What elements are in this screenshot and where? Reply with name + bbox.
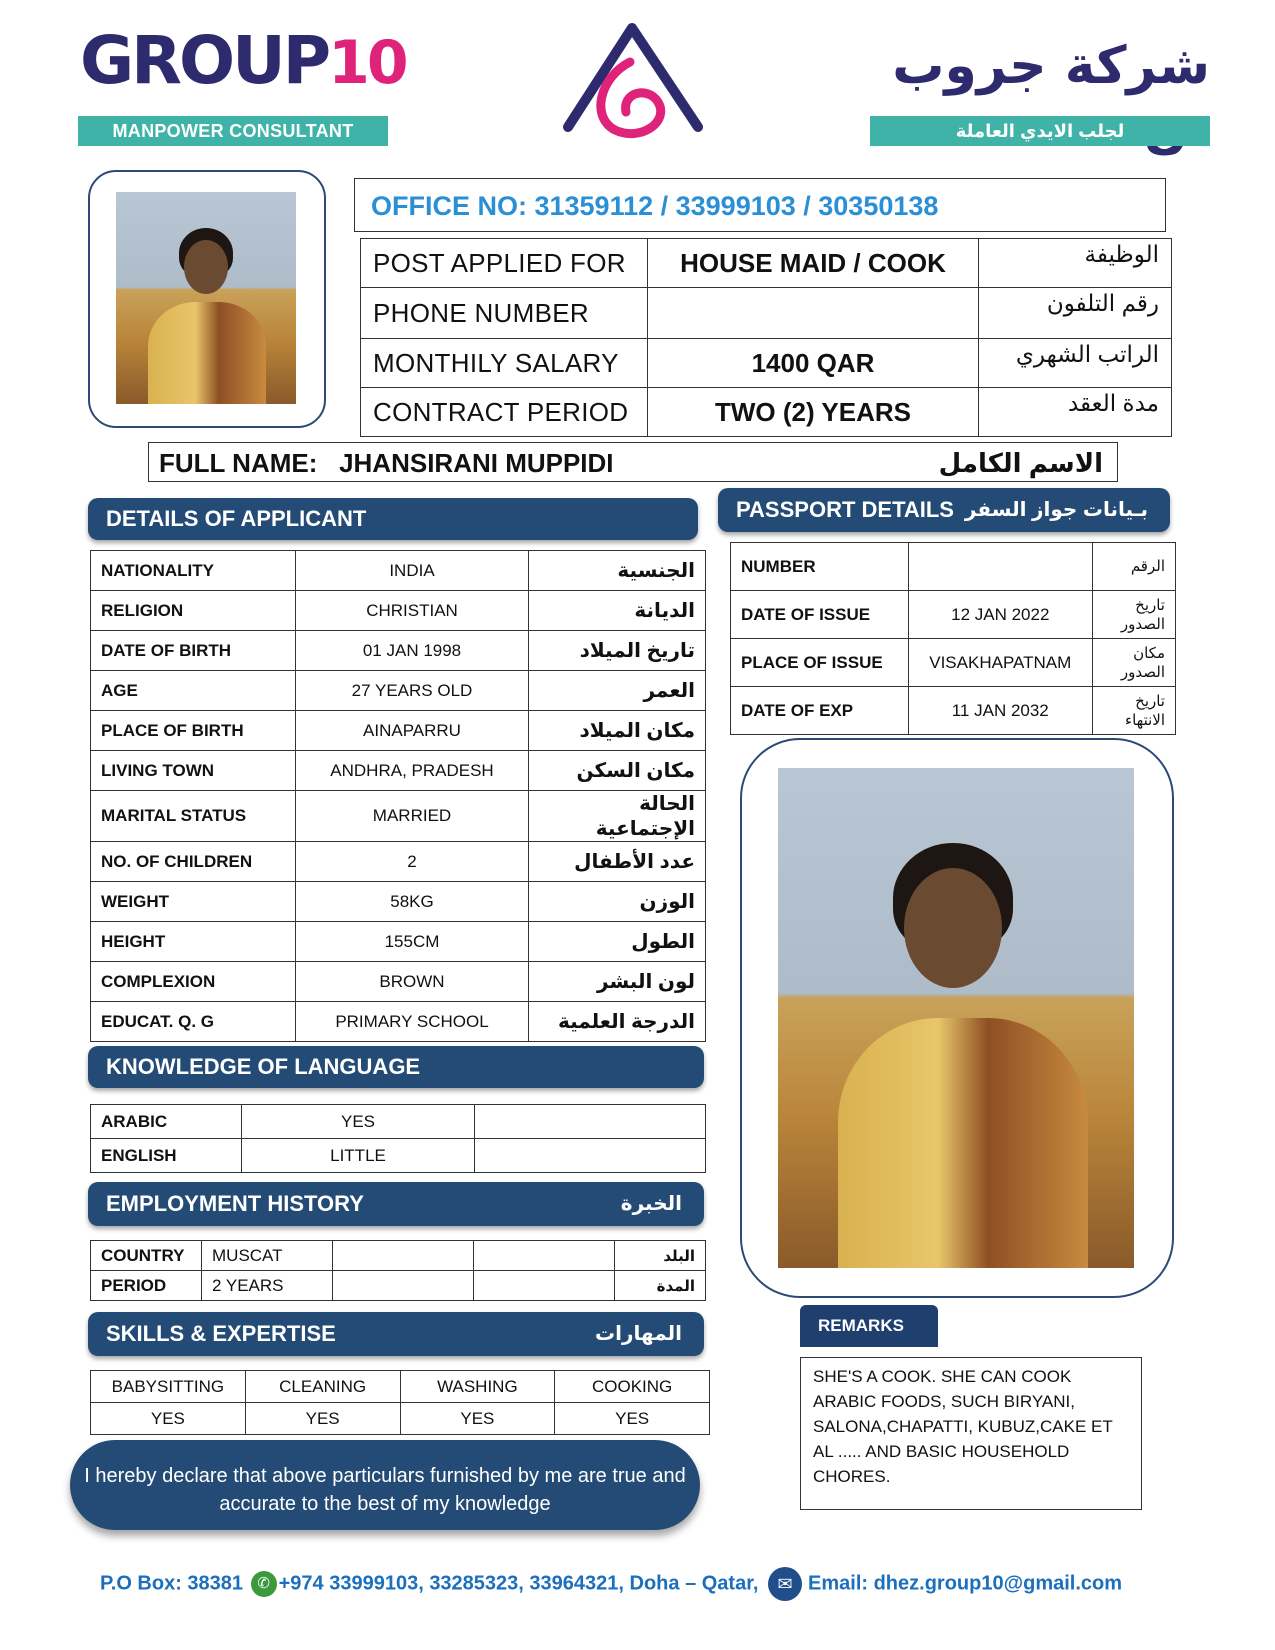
skill-name: CLEANING: [245, 1371, 400, 1403]
table-row: NUMBER الرقم: [731, 543, 1176, 591]
brand-tagline-arabic: لجلب الايدي العاملة: [870, 116, 1210, 146]
table-row: MARITAL STATUS MARRIED الحالة الإجتماعية: [91, 791, 706, 842]
full-name-value: JHANSIRANI MUPPIDI: [339, 448, 614, 478]
applicant-photo-small: [116, 192, 296, 404]
full-name-label-arabic: الاسم الكامل: [938, 448, 1103, 478]
whatsapp-icon: ✆: [251, 1571, 277, 1597]
skill-value: YES: [91, 1403, 246, 1435]
table-row: RELIGION CHRISTIAN الديانة: [91, 591, 706, 631]
skill-name: WASHING: [400, 1371, 555, 1403]
post-label-arabic: الوظيفة: [979, 239, 1172, 288]
brand-logo: GROUP10: [80, 22, 406, 99]
applicant-photo-frame-small: [88, 170, 326, 428]
table-row: [91, 1403, 710, 1435]
remarks-header: REMARKS: [800, 1305, 938, 1347]
salary-label-arabic: الراتب الشهري: [979, 339, 1172, 388]
table-row: EDUCAT. Q. G PRIMARY SCHOOL الدرجة العلمية: [91, 1002, 706, 1042]
passport-table: [730, 542, 1176, 735]
full-name-row: [148, 442, 1118, 482]
contract-label-arabic: مدة العقد: [979, 388, 1172, 437]
applicant-section-header: DETAILS OF APPLICANT: [88, 498, 698, 540]
employment-table: [90, 1240, 706, 1301]
table-row: HEIGHT 155CM الطول: [91, 922, 706, 962]
post-value: HOUSE MAID / COOK: [648, 239, 979, 288]
table-row: NO. OF CHILDREN 2 عدد الأطفال: [91, 842, 706, 882]
job-info-table: [360, 238, 1172, 437]
applicant-details-table: [90, 550, 706, 1042]
passport-section-header: PASSPORT DETAILS بـيانات جواز السفر: [718, 488, 1170, 532]
skill-value: YES: [245, 1403, 400, 1435]
phone-label-arabic: رقم التلفون: [979, 288, 1172, 339]
salary-label: MONTHILY SALARY: [361, 339, 648, 388]
brand-tagline: MANPOWER CONSULTANT: [78, 116, 388, 146]
table-row: ENGLISH LITTLE: [91, 1139, 706, 1173]
post-label: POST APPLIED FOR: [361, 239, 648, 288]
table-row: [361, 388, 1172, 437]
language-section-header: KNOWLEDGE OF LANGUAGE: [88, 1046, 704, 1088]
office-numbers: OFFICE NO: 31359112 / 33999103 / 30350138: [354, 178, 1166, 232]
brand-logo-arabic: شركة جروب: [892, 36, 1210, 96]
table-row: PERIOD 2 YEARS المدة: [91, 1271, 706, 1301]
contract-value: TWO (2) YEARS: [648, 388, 979, 437]
phone-label: PHONE NUMBER: [361, 288, 648, 339]
table-row: NATIONALITY INDIA الجنسية: [91, 551, 706, 591]
applicant-photo-large: [778, 768, 1134, 1268]
skills-table: [90, 1370, 710, 1435]
table-row: DATE OF BIRTH 01 JAN 1998 تاريخ الميلاد: [91, 631, 706, 671]
table-row: COMPLEXION BROWN لون البشر: [91, 962, 706, 1002]
table-row: [361, 288, 1172, 339]
table-row: WEIGHT 58KG الوزن: [91, 882, 706, 922]
skills-section-header: SKILLS & EXPERTISE المهارات: [88, 1312, 704, 1356]
table-row: DATE OF ISSUE 12 JAN 2022 تاريخ الصدور: [731, 591, 1176, 639]
table-row: PLACE OF ISSUE VISAKHAPATNAM مكان الصدور: [731, 639, 1176, 687]
skill-name: COOKING: [555, 1371, 710, 1403]
table-row: DATE OF EXP 11 JAN 2032 تاريخ الانتهاء: [731, 687, 1176, 735]
remarks-text: SHE'S A COOK. SHE CAN COOK ARABIC FOODS, SUCH BIRYANI, SALONA,CHAPATTI, KUBUZ,CAKE ET AL ..... AND BASIC HOUSEHOLD CHORES.: [800, 1357, 1142, 1510]
employment-section-header: EMPLOYMENT HISTORY الخبرة: [88, 1182, 704, 1226]
footer-phones: +974 33999103, 33285323, 33964321, Doha – Qatar,: [278, 1572, 759, 1595]
applicant-photo-frame-large: [740, 738, 1174, 1298]
skills-header-arabic: المهارات: [595, 1323, 682, 1345]
contract-label: CONTRACT PERIOD: [361, 388, 648, 437]
language-table: [90, 1104, 706, 1173]
full-name-label: FULL NAME:: [159, 448, 318, 478]
declaration-banner: I hereby declare that above particulars furnished by me are true and accurate to the best of my knowledge: [70, 1440, 700, 1530]
skill-name: BABYSITTING: [91, 1371, 246, 1403]
table-row: [91, 1371, 710, 1403]
table-row: COUNTRY MUSCAT البلد: [91, 1241, 706, 1271]
footer-pobox: P.O Box: 38381: [100, 1572, 244, 1595]
skill-value: YES: [555, 1403, 710, 1435]
salary-value: 1400 QAR: [648, 339, 979, 388]
table-row: PLACE OF BIRTH AINAPARRU مكان الميلاد: [91, 711, 706, 751]
skill-value: YES: [400, 1403, 555, 1435]
footer-contact: [100, 1567, 1200, 1601]
table-row: LIVING TOWN ANDHRA, PRADESH مكان السكن: [91, 751, 706, 791]
phone-value: [648, 288, 979, 339]
employment-header-arabic: الخبرة: [620, 1193, 682, 1215]
emblem-logo-icon: [560, 22, 705, 147]
table-row: AGE 27 YEARS OLD العمر: [91, 671, 706, 711]
mail-icon: ✉: [768, 1567, 802, 1601]
table-row: [361, 339, 1172, 388]
table-row: ARABIC YES: [91, 1105, 706, 1139]
table-row: [361, 239, 1172, 288]
passport-header-arabic: بـيانات جواز السفر: [964, 499, 1148, 521]
footer-email[interactable]: Email: dhez.group10@gmail.com: [808, 1572, 1123, 1595]
